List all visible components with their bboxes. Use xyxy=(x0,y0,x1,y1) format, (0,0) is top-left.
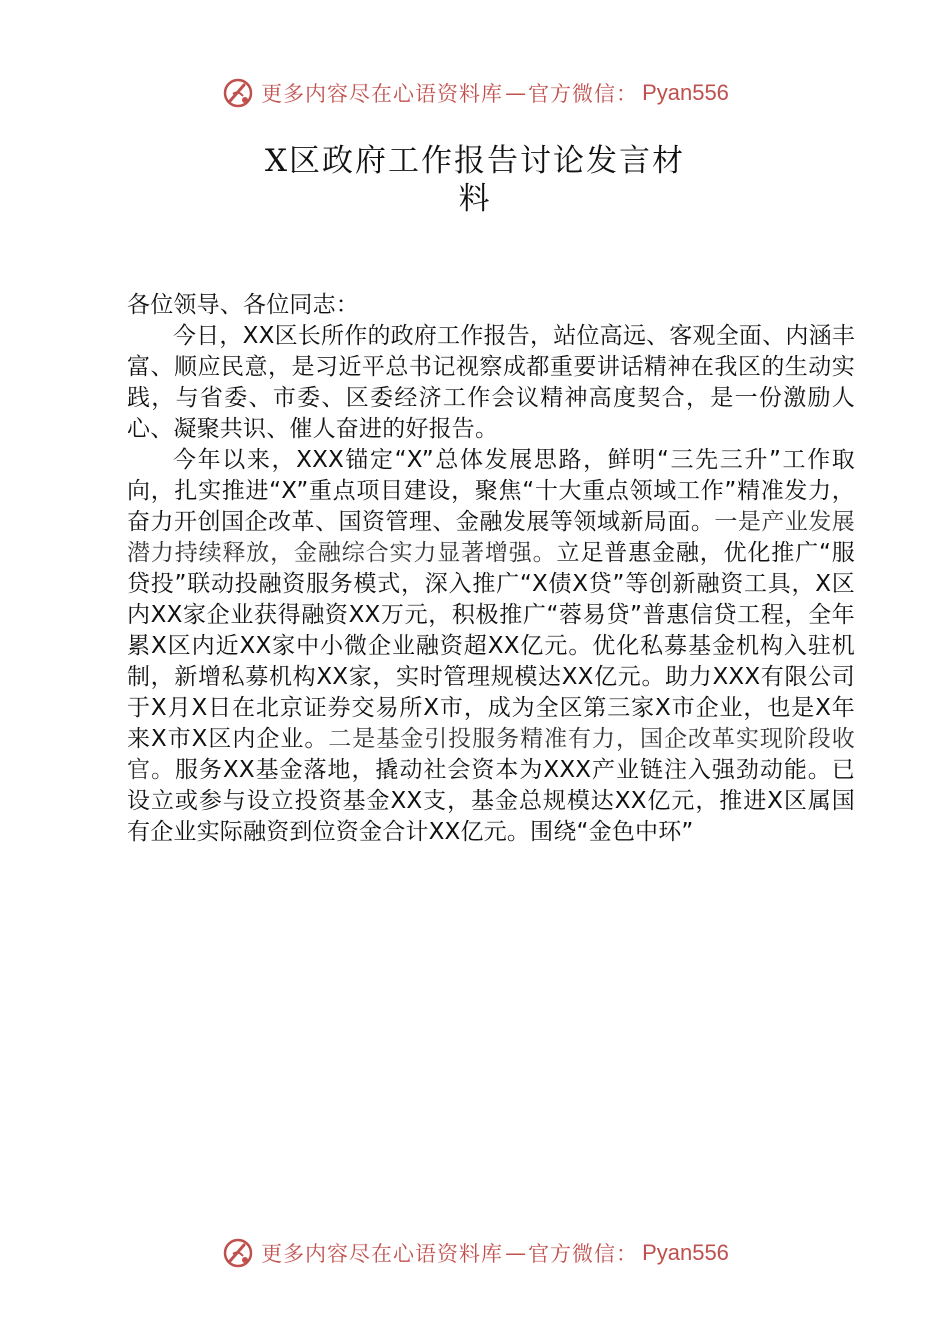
paragraph-1: 今日，XX区长所作的政府工作报告，站位高远、客观全面、内涵丰富、顺应民意，是习近平总书记视察成都重要讲话精神在我区的生动实践，与省委、市委、区委经济工作会议精神高度契合，是一份激励人心、凝聚共识、催人奋进的好报告。 xyxy=(127,323,855,442)
title-line-2: 料 xyxy=(458,181,492,217)
paragraph-2-detail-2: 服务XX基金落地，撬动社会资本为XXX产业链注入强劲动能。已设立或参与设立投资基金XX支，基金总规模达XX亿元，推进X区属国有企业实际融资到位资金合计XX亿元。围绕“金色中环” xyxy=(127,757,855,845)
document-body xyxy=(127,290,855,848)
paragraph-2-intro: 今年以来，XXX锚定“X”总体发展思路，鲜明“三先三升”工作取向，扎实推进“X”重点项目建设，聚焦“十大重点领域工作”精准发力，奋力开创国企改革、国资管理、金融发展等领域新局面。 xyxy=(127,447,855,535)
banner-text: 更多内容尽在心语资料库 xyxy=(261,82,504,106)
paragraph-2-point-2: 二是基金引投服务精准有力，国企改革实现阶段收官。 xyxy=(127,726,855,783)
document-title xyxy=(0,142,950,218)
header-banner xyxy=(0,73,950,113)
brush-logo-icon xyxy=(221,1236,255,1270)
footer-banner xyxy=(0,1233,950,1273)
paragraph-2 xyxy=(127,445,855,848)
banner-wechat-label: 官方微信： xyxy=(528,1242,639,1266)
banner-separator: — xyxy=(505,81,527,105)
banner-separator: — xyxy=(505,1241,527,1265)
paragraph-2-detail-1: 立足普惠金融，优化推广“服贷投”联动投融资服务模式，深入推广“X债X贷”等创新融资工具，X区内XX家企业获得融资XX万元，积极推广“蓉易贷”普惠信贷工程，全年累X区内近XX家中小微企业融资超XX亿元。优化私募基金机构入驻机制，新增私募机构XX家，实时管理规模达XX亿元。助力XXX有限公司于X月X日在北京证券交易所X市，成为全区第三家X市企业，也是X年来X市X区内企业。 xyxy=(127,540,855,752)
banner-wechat-id: Pyan556 xyxy=(642,80,729,105)
salutation: 各位领导、各位同志： xyxy=(127,292,359,318)
banner-wechat-id: Pyan556 xyxy=(642,1240,729,1265)
title-line-1: X区政府工作报告讨论发言材 xyxy=(264,143,686,179)
banner-wechat-label: 官方微信： xyxy=(528,82,639,106)
brush-logo-icon xyxy=(221,76,255,110)
banner-text: 更多内容尽在心语资料库 xyxy=(261,1242,504,1266)
paragraph-2-point-1: 一是产业发展潜力持续释放，金融综合实力显著增强。 xyxy=(127,509,856,566)
